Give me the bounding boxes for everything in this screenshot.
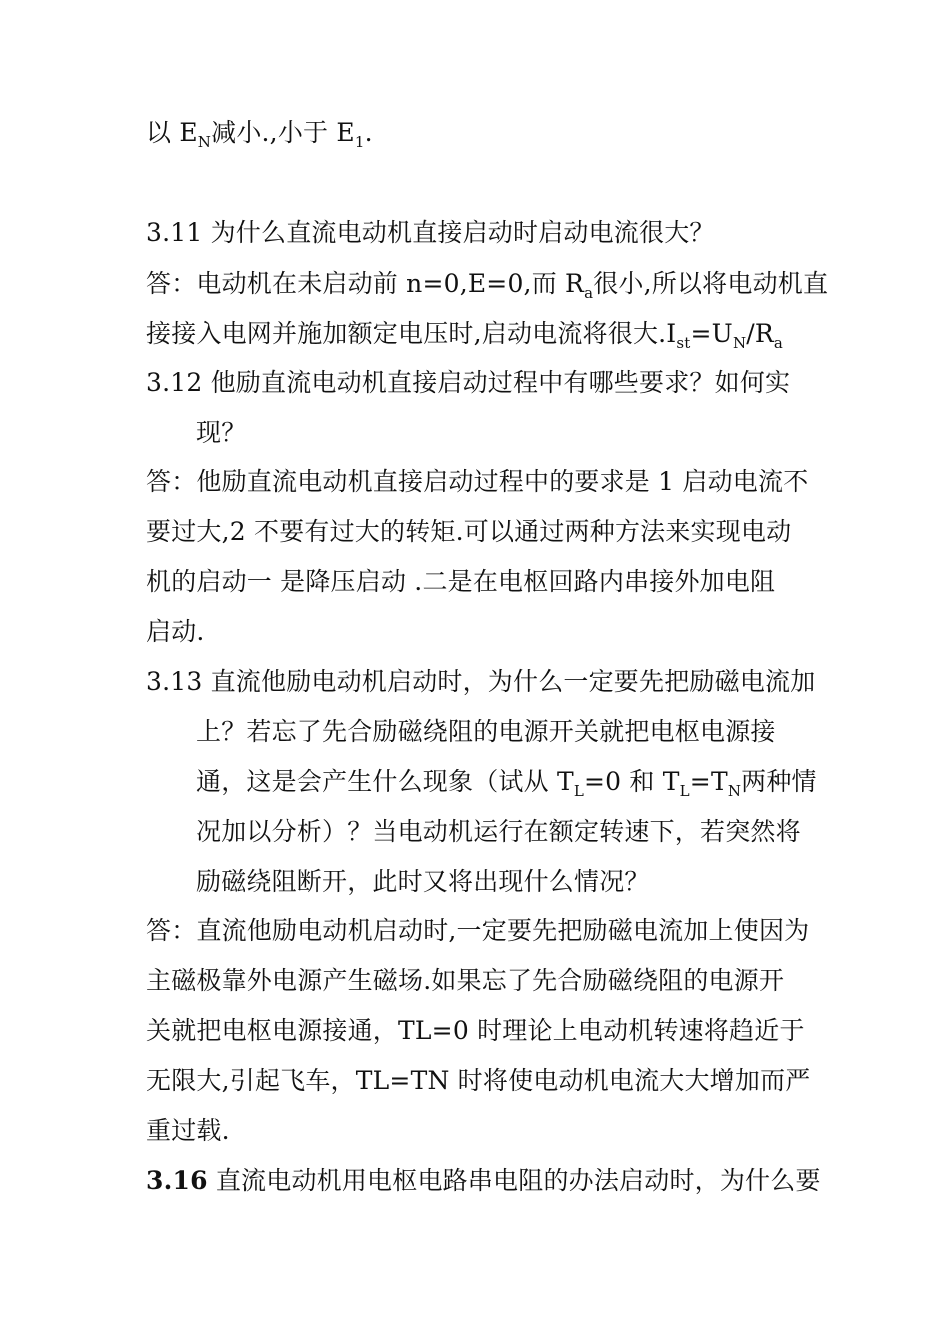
question-3-13-line-5: 励磁绕阻断开，此时又将出现什么情况？ <box>196 867 650 896</box>
answer-3-13-line-4: 无限大,引起飞车，TL=TN 时将使电动机电流大大增加而严 <box>146 1066 811 1095</box>
answer-3-12-line-1: 答：他励直流电动机直接启动过程中的要求是 1 启动电流不 <box>146 467 809 496</box>
text-run: 减小.,小于 E <box>211 118 355 147</box>
subscript: a <box>773 334 784 352</box>
text-run: =T <box>689 767 728 796</box>
question-3-11: 3.11 为什么直流电动机直接启动时启动电流很大？ <box>146 218 715 247</box>
text-run: 两种情 <box>741 767 817 796</box>
answer-3-12-line-2: 要过大,2 不要有过大的转矩.可以通过两种方法来实现电动 <box>146 517 792 546</box>
question-3-16-line-1 <box>146 1165 821 1197</box>
text-run: 接接入电网并施加额定电压时,启动电流将很大.I <box>146 319 677 348</box>
subscript: a <box>584 284 594 302</box>
subscript: N <box>732 334 747 352</box>
answer-3-11-line-2 <box>146 318 783 350</box>
answer-3-11-line-1 <box>146 268 828 300</box>
subscript: N <box>727 782 742 800</box>
text-run: . <box>364 118 373 147</box>
question-number: 3.16 <box>146 1166 208 1195</box>
subscript: st <box>676 334 691 352</box>
text-run: 直流电动机用电枢电路串电阻的办法启动时，为什么要 <box>207 1166 821 1195</box>
text-run: =U <box>690 319 733 348</box>
question-3-12-line-1: 3.12 他励直流电动机直接启动过程中有哪些要求？如何实 <box>146 368 791 397</box>
question-3-13-line-2: 上？若忘了先合励磁绕阻的电源开关就把电枢电源接 <box>196 717 776 746</box>
answer-3-12-line-3: 机的启动一 是降压启动 .二是在电枢回路内串接外加电阻 <box>146 567 776 596</box>
answer-3-13-line-1: 答：直流他励电动机启动时,一定要先把励磁电流加上使因为 <box>146 916 810 945</box>
text-run: /R <box>746 319 774 348</box>
text-run: 以 E <box>146 118 198 147</box>
text-line-1 <box>146 117 373 149</box>
subscript: 1 <box>354 133 365 151</box>
answer-3-13-line-5: 重过载. <box>146 1116 230 1145</box>
question-3-13-line-3 <box>196 766 817 798</box>
subscript: L <box>679 782 690 800</box>
question-3-13-line-4: 况加以分析）？当电动机运行在额定转速下，若突然将 <box>196 817 801 846</box>
subscript: L <box>573 782 584 800</box>
question-3-12-line-2: 现？ <box>196 418 247 447</box>
text-run: 通，这是会产生什么现象（试从 T <box>196 767 574 796</box>
text-run: 答：电动机在未启动前 n=0,E=0,而 R <box>146 269 585 298</box>
answer-3-13-line-2: 主磁极靠外电源产生磁场.如果忘了先合励磁绕阻的电源开 <box>146 966 785 995</box>
answer-3-13-line-3: 关就把电枢电源接通，TL=0 时理论上电动机转速将趋近于 <box>146 1016 805 1045</box>
question-3-13-line-1: 3.13 直流他励电动机启动时，为什么一定要先把励磁电流加 <box>146 667 816 696</box>
answer-3-12-line-4: 启动. <box>146 617 205 646</box>
text-run: =0 和 T <box>584 767 680 796</box>
subscript: N <box>197 133 212 151</box>
text-run: 很小,所以将电动机直 <box>593 269 829 298</box>
